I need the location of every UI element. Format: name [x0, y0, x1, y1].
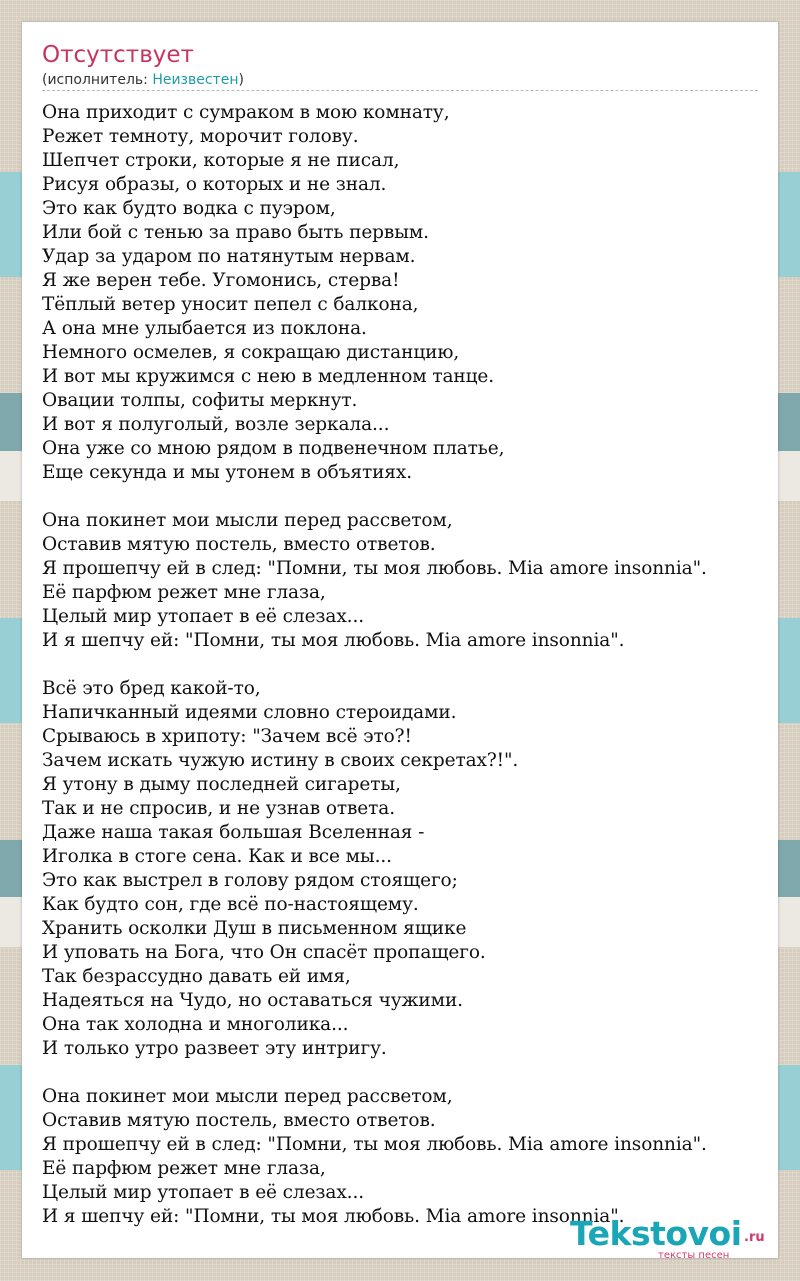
lyrics-stanza — [42, 509, 772, 653]
lyrics-stanza — [42, 677, 772, 1061]
lyrics-line: Я же верен тебе. Угомонись, стерва! — [42, 270, 400, 291]
lyrics-card — [22, 22, 778, 1258]
lyrics-line: Режет темноту, морочит голову. — [42, 126, 359, 147]
lyrics-line: Всё это бред какой-то, — [42, 678, 261, 699]
artist-suffix: ) — [238, 72, 244, 88]
lyrics-text — [42, 101, 772, 1229]
lyrics-line: Немного осмелев, я сокращаю дистанцию, — [42, 342, 460, 363]
lyrics-line: Иголка в стоге сена. Как и все мы... — [42, 846, 392, 867]
lyrics-line: Это как будто водка с пуэром, — [42, 198, 336, 219]
lyrics-line: А она мне улыбается из поклона. — [42, 318, 367, 339]
lyrics-line: Тёплый ветер уносит пепел с балкона, — [42, 294, 419, 315]
lyrics-line: Оставив мятую постель, вместо ответов. — [42, 1110, 436, 1131]
lyrics-line: Еще секунда и мы утонем в объятиях. — [42, 462, 412, 483]
lyrics-line: Надеяться на Чудо, но оставаться чужими. — [42, 990, 463, 1011]
lyrics-line: Напичканный идеями словно стероидами. — [42, 702, 457, 723]
logo-tagline: тексты песен — [658, 1250, 730, 1261]
lyrics-line: Она уже со мною рядом в подвенечном платье, — [42, 438, 505, 459]
lyrics-line: Рисуя образы, о которых и не знал. — [42, 174, 387, 195]
lyrics-line: Я прошепчу ей в след: "Помни, ты моя любовь. Mia amore insonnia". — [42, 1134, 707, 1155]
lyrics-line: Шепчет строки, которые я не писал, — [42, 150, 400, 171]
lyrics-line: И я шепчу ей: "Помни, ты моя любовь. Mia amore insonnia". — [42, 1206, 625, 1227]
lyrics-line: Срываюсь в хрипоту: "Зачем всё это?! — [42, 726, 412, 747]
lyrics-line: Её парфюм режет мне глаза, — [42, 1158, 326, 1179]
lyrics-line: Я утону в дыму последней сигареты, — [42, 774, 401, 795]
lyrics-line: И вот я полуголый, возле зеркала... — [42, 414, 390, 435]
lyrics-line: Овации толпы, софиты меркнут. — [42, 390, 358, 411]
lyrics-line: Она так холодна и многолика... — [42, 1014, 349, 1035]
lyrics-line: Хранить осколки Душ в письменном ящике — [42, 918, 467, 939]
header-divider — [42, 90, 758, 91]
lyrics-stanza — [42, 1085, 772, 1229]
artist-line — [42, 72, 244, 88]
logo-name: Tekstovoi — [570, 1214, 742, 1253]
lyrics-stanza — [42, 101, 772, 485]
lyrics-line: И только утро развеет эту интригу. — [42, 1038, 387, 1059]
artist-link[interactable]: Неизвестен — [152, 72, 239, 88]
artist-prefix: (исполнитель: — [42, 72, 153, 88]
logo-tld: .ru — [744, 1230, 765, 1245]
lyrics-line: И я шепчу ей: "Помни, ты моя любовь. Mia amore insonnia". — [42, 630, 625, 651]
lyrics-line: И вот мы кружимся с нею в медленном танце. — [42, 366, 495, 387]
lyrics-line: Так и не спросив, и не узнав ответа. — [42, 798, 396, 819]
lyrics-line: Зачем искать чужую истину в своих секретах?!". — [42, 750, 519, 771]
lyrics-line: Как будто сон, где всё по-настоящему. — [42, 894, 419, 915]
lyrics-line: Она покинет мои мысли перед рассветом, — [42, 1086, 453, 1107]
lyrics-line: Это как выстрел в голову рядом стоящего; — [42, 870, 458, 891]
lyrics-line: Даже наша такая большая Вселенная - — [42, 822, 425, 843]
lyrics-line: Удар за ударом по натянутым нервам. — [42, 246, 416, 267]
lyrics-line: Её парфюм режет мне глаза, — [42, 582, 326, 603]
lyrics-line: Я прошепчу ей в след: "Помни, ты моя любовь. Mia amore insonnia". — [42, 558, 707, 579]
song-title: Отсутствует — [42, 42, 194, 68]
lyrics-line: Оставив мятую постель, вместо ответов. — [42, 534, 436, 555]
lyrics-line: Или бой с тенью за право быть первым. — [42, 222, 429, 243]
lyrics-line: И уповать на Бога, что Он спасёт пропащего. — [42, 942, 486, 963]
lyrics-line: Она покинет мои мысли перед рассветом, — [42, 510, 453, 531]
lyrics-line: Целый мир утопает в её слезах... — [42, 606, 365, 627]
lyrics-line: Так безрассудно давать ей имя, — [42, 966, 351, 987]
lyrics-line: Она приходит с сумраком в мою комнату, — [42, 102, 450, 123]
lyrics-line: Целый мир утопает в её слезах... — [42, 1182, 365, 1203]
site-logo[interactable] — [570, 1214, 780, 1264]
